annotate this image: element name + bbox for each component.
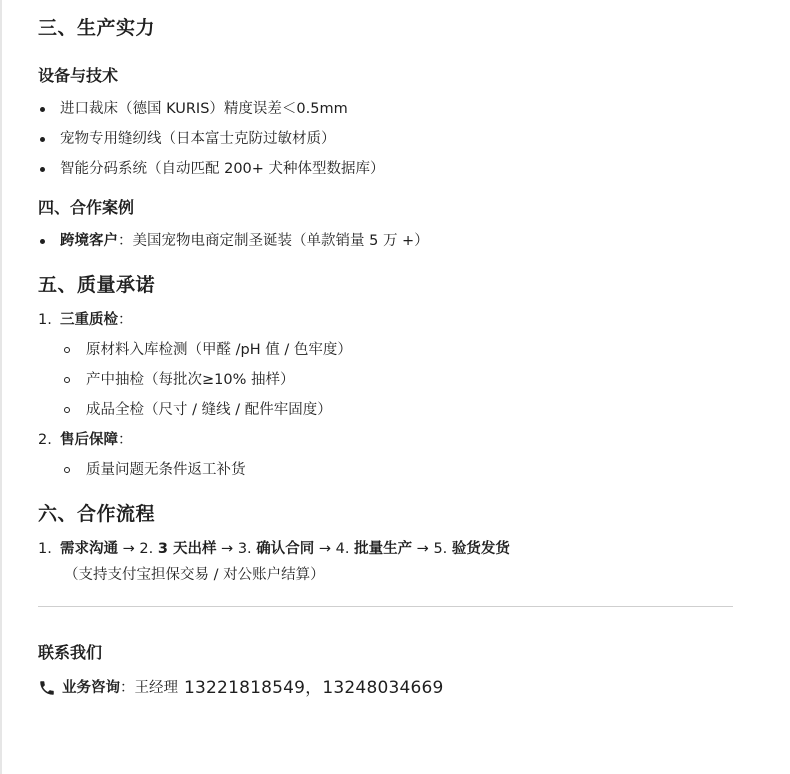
process-step: 批量生产: [354, 541, 413, 557]
page-left-border: [0, 0, 2, 774]
equipment-list: [38, 94, 738, 184]
list-item: [38, 425, 738, 485]
process-step: 验货发货: [451, 541, 510, 557]
process-step: 确认合同: [256, 541, 315, 557]
quality-sublist: [60, 335, 738, 425]
aftersales-sublist: [60, 455, 738, 485]
payment-note: （支持支付宝担保交易 / 对公账户结算）: [64, 567, 325, 583]
sublist-item: 原材料入库检测（甲醛 /pH 值 / 色牢度）: [60, 335, 738, 365]
contact-label: 业务咨询: [62, 680, 120, 696]
list-number: 1.: [38, 312, 52, 328]
list-item: 进口裁床（德国 KURIS）精度误差＜0.5mm: [38, 94, 738, 124]
section-title-quality: 五、质量承诺: [38, 274, 156, 296]
process-step: 需求沟通: [60, 541, 118, 557]
process-list: [38, 534, 738, 564]
process-arrow: → 2.: [118, 541, 158, 557]
case-text: 美国宠物电商定制圣诞装（单款销量 5 万 +）: [132, 233, 429, 249]
contact-phone-numbers: 13221818549，13248034669: [184, 678, 444, 698]
case-separator: ：: [118, 233, 133, 249]
section-title-contact: 联系我们: [38, 643, 103, 662]
sublist-item: 产中抽检（每批次≥10% 抽样）: [60, 365, 738, 395]
quality-label: 售后保障: [60, 432, 118, 448]
list-number: 1.: [38, 541, 52, 557]
contact-separator: ：: [120, 680, 135, 696]
sublist-item: 质量问题无条件返工补货: [60, 455, 738, 485]
cases-list: [38, 226, 738, 256]
subsection-title-equipment: 设备与技术: [38, 66, 119, 85]
contact-name: 王经理: [134, 680, 178, 696]
process-arrow: → 4.: [314, 541, 355, 557]
list-number: 2.: [38, 432, 52, 448]
section-title-production: 三、生产实力: [38, 17, 156, 39]
quality-separator: ：: [118, 432, 133, 448]
process-step: 3 天出样: [157, 541, 217, 557]
divider: [38, 606, 733, 607]
list-item: [38, 534, 738, 564]
sublist-item: 成品全检（尺寸 / 缝线 / 配件牢固度）: [60, 395, 738, 425]
section-title-process: 六、合作流程: [38, 503, 156, 525]
document-body: [38, 14, 738, 701]
phone-icon: [38, 679, 56, 697]
list-item: [38, 226, 738, 256]
process-arrow: → 3.: [216, 541, 257, 557]
quality-separator: ：: [118, 312, 133, 328]
case-label: 跨境客户: [60, 233, 118, 249]
process-arrow: → 5.: [412, 541, 452, 557]
contact-line: [38, 675, 738, 701]
list-item: 宠物专用缝纫线（日本富士克防过敏材质）: [38, 124, 738, 154]
quality-list: [38, 305, 738, 485]
list-item: [38, 305, 738, 425]
section-title-cases: 四、合作案例: [38, 198, 135, 217]
list-item: 智能分码系统（自动匹配 200+ 犬种体型数据库）: [38, 154, 738, 184]
quality-label: 三重质检: [60, 312, 118, 328]
